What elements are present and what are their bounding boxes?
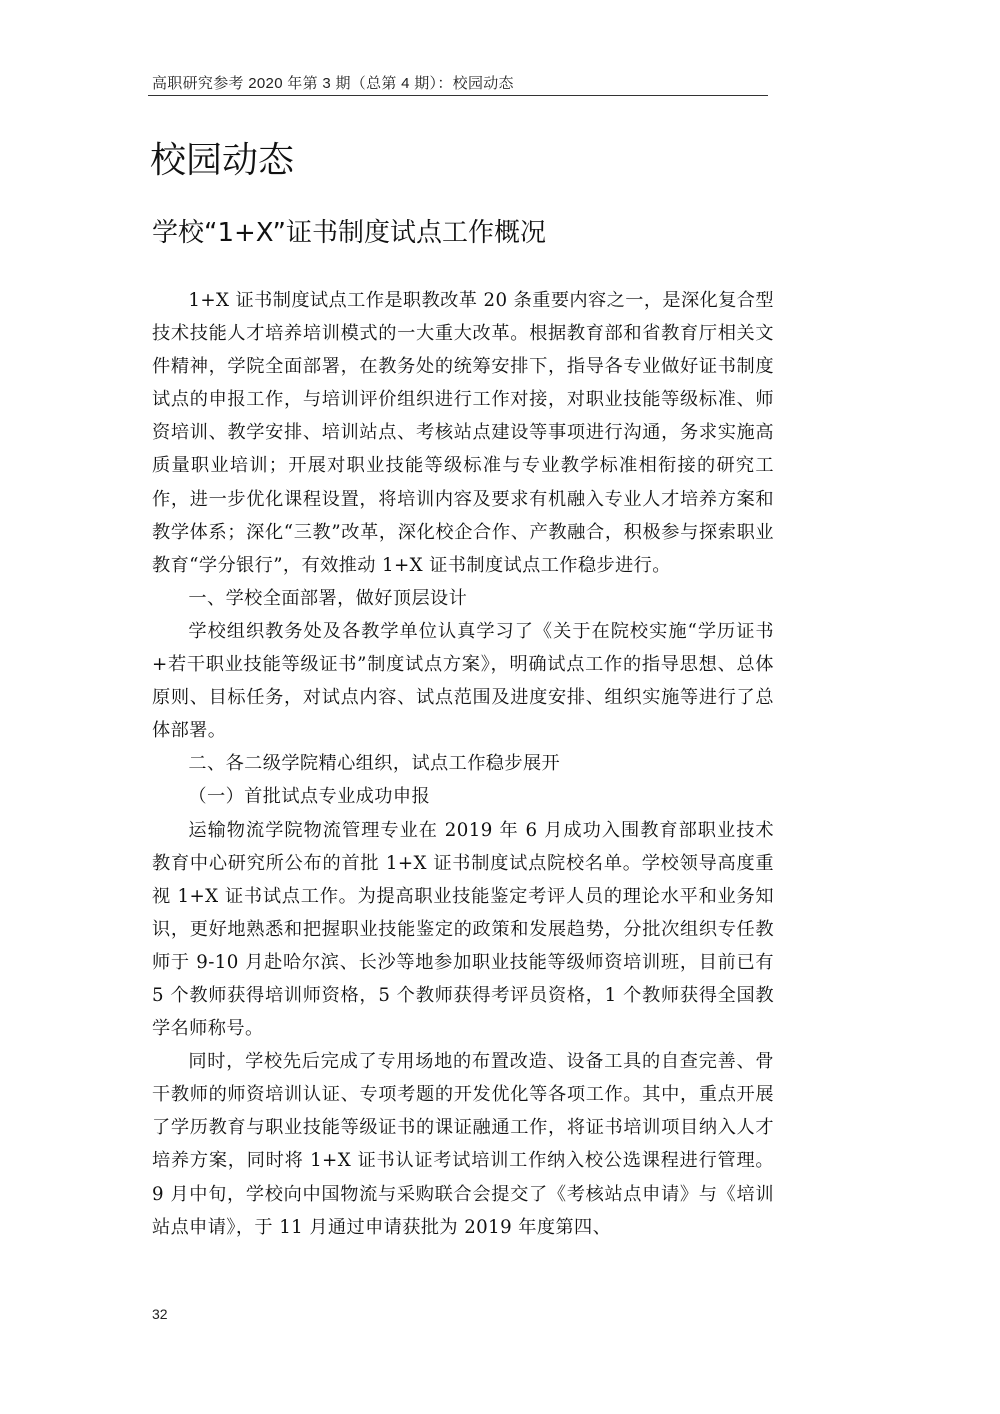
section-heading: 二、各二级学院精心组织，试点工作稳步展开 bbox=[188, 753, 561, 775]
section-heading: 一、学校全面部署，做好顶层设计 bbox=[188, 587, 468, 609]
page-number: 32 bbox=[152, 1306, 168, 1322]
section-title: 校园动态 bbox=[150, 140, 295, 181]
header-divider bbox=[148, 95, 768, 96]
article-body bbox=[152, 284, 774, 1244]
running-header: 高职研究参考 2020 年第 3 期（总第 4 期）：校园动态 bbox=[152, 75, 514, 92]
article-title: 学校“1+X”证书制度试点工作概况 bbox=[152, 218, 547, 248]
body-paragraph: 同时，学校先后完成了专用场地的布置改造、设备工具的自查完善、骨干教师的师资培训认证、专项考题的开发优化等各项工作。其中，重点开展了学历教育与职业技能等级证书的课证融通工作，将证书培训项目纳入人才培养方案，同时将 1+X 证书认证考试培训工作纳入校公选课程进行管理。9 月中旬，学校向中国物流与采购联合会提交了《考核站点申请》与《培训站点申请》，于 11 月通过申请获批为 2019 年度第四、 bbox=[152, 1051, 774, 1238]
body-paragraph: 学校组织教务处及各教学单位认真学习了《关于在院校实施“学历证书+若干职业技能等级证书”制度试点方案》，明确试点工作的指导思想、总体原则、目标任务，对试点内容、试点范围及进度安排、组织实施等进行了总体部署。 bbox=[152, 620, 774, 742]
body-paragraph: 1+X 证书制度试点工作是职教改革 20 条重要内容之一，是深化复合型技术技能人才培养培训模式的一大重大改革。根据教育部和省教育厅相关文件精神，学院全面部署，在教务处的统筹安排下，指导各专业做好证书制度试点的申报工作，与培训评价组织进行工作对接，对职业技能等级标准、师资培训、教学安排、培训站点、考核站点建设等事项进行沟通，务求实施高质量职业培训；开展对职业技能等级标准与专业教学标准相衔接的研究工作，进一步优化课程设置，将培训内容及要求有机融入专业人才培养方案和教学体系；深化“三教”改革，深化校企合作、产教融合，积极参与探索职业教育“学分银行”，有效推动 1+X 证书制度试点工作稳步进行。 bbox=[152, 290, 774, 576]
subsection-heading: （一）首批试点专业成功申报 bbox=[188, 786, 431, 808]
body-paragraph: 运输物流学院物流管理专业在 2019 年 6 月成功入围教育部职业技术教育中心研究所公布的首批 1+X 证书制度试点院校名单。学校领导高度重视 1+X 证书试点工作。为提高职业技能鉴定考评人员的理论水平和业务知识，更好地熟悉和把握职业技能鉴定的政策和发展趋势，分批次组织专任教师于 9-10 月赴哈尔滨、长沙等地参加职业技能等级师资培训班，目前已有 5 个教师获得培训师资格，5 个教师获得考评员资格，1 个教师获得全国教学名师称号。 bbox=[152, 819, 774, 1040]
